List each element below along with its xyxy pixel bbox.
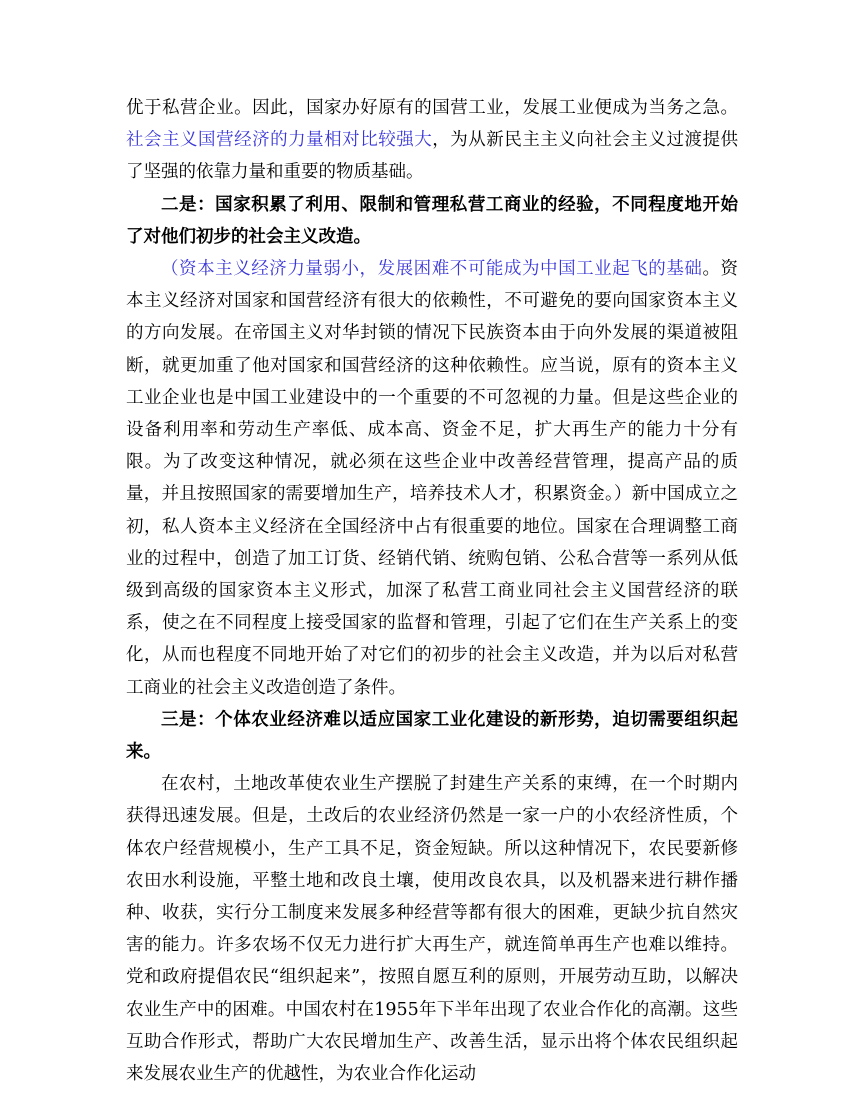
paragraph-text: ，为从新民主主义向社会主义过渡提供了坚强的依靠力量和重要的物质基础。	[126, 130, 739, 183]
paragraph-continuation	[126, 92, 738, 189]
paragraph-text: 优于私营企业。因此，国家办好原有的国营工业，发展工业便成为当务之急。	[126, 98, 738, 118]
paragraph-agriculture: 在农村，土地改革使农业生产摆脱了封建生产关系的束缚，在一个时期内获得迅速发展。但是，土改后的农业经济仍然是一家一户的小农经济性质，个体农户经营规模小，生产工具不足，资金短缺。所以这种情况下，农民要新修农田水利设施，平整土地和改良土壤，使用改良农具，以及机器来进行耕作播种、收获，实行分工制度来发展多种经营等都有很大的困难，更缺少抗自然灾害的能力。许多农场不仅无力进行扩大再生产，就连简单再生产也难以维持。党和政府提倡农民“组织起来”，按照自愿互利的原则，开展劳动互助，以解决农业生产中的困难。中国农村在1955年下半年出现了农业合作化的高潮。这些互助合作形式，帮助广大农民增加生产、改善生活，显示出将个体农民组织起来发展农业生产的优越性，为农业合作化运动	[126, 774, 738, 1085]
highlighted-text: 社会主义国营经济的力量相对比较强大	[126, 130, 433, 151]
section-heading-2: 二是：国家积累了利用、限制和管理私营工商业的经验，不同程度地开始了对他们初步的社会主义改造。	[126, 194, 738, 247]
section-heading-3: 三是：个体农业经济难以适应国家工业化建设的新形势，迫切需要组织起来。	[126, 709, 738, 763]
document-page	[126, 92, 738, 1090]
paragraph-text: 。资本主义经济对国家和国营经济有很大的依赖性，不可避免的要向国家资本主义的方向发展。在帝国主义对华封锁的情况下民族资本由于向外发展的渠道被阻断，就更加重了他对国家和国营经济的这种依赖性。应当说，原有的资本主义工业企业也是中国工业建设中的一个重要的不可忽视的力量。但是这些企业的设备利用率和劳动生产率低、成本高、资金不足，扩大再生产的能力十分有限。为了改变这种情况，就必须在这些企业中改善经营管理，提高产品的质量，并且按照国家的需要增加生产，培养技术人才，积累资金。）新中国成立之初，私人资本主义经济在全国经济中占有很重要的地位。国家在合理调整工商业的过程中，创造了加工订货、经销代销、统购包销、公私合营等一系列从低级到高级的国家资本主义形式，加深了私营工商业同社会主义国营经济的联系，使之在不同程度上接受国家的监督和管理，引起了它们在生产关系上的变化，从而也程度不同地开始了对它们的初步的社会主义改造，并为以后对私营工商业的社会主义改造创造了条件。	[126, 259, 739, 698]
highlighted-text: （资本主义经济力量弱小，发展困难不可能成为中国工业起飞的基础	[161, 259, 703, 280]
paragraph-private-industry	[126, 253, 738, 704]
